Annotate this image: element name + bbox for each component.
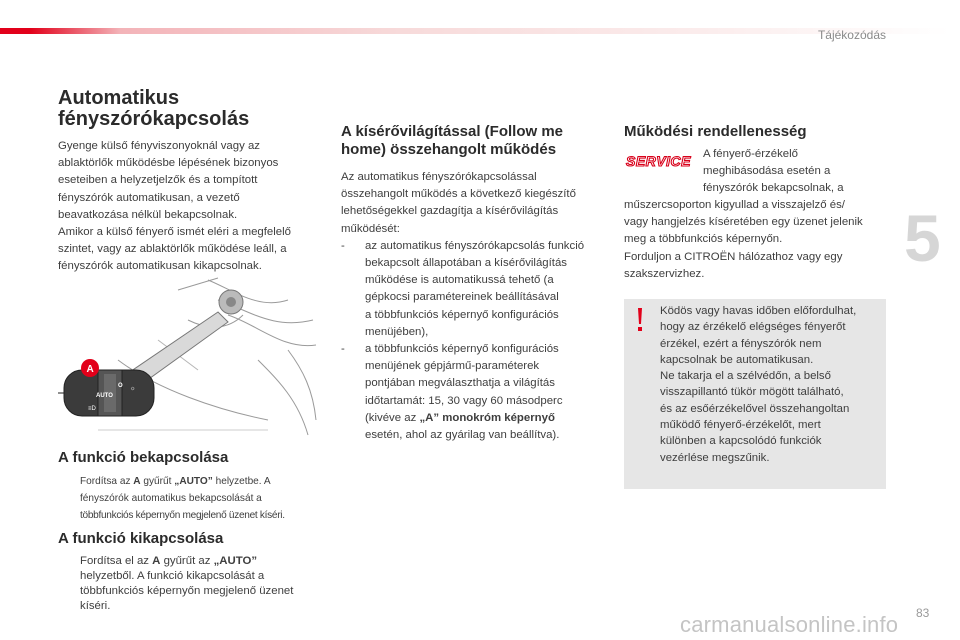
malfunction-line: A fényerő-érzékelő	[703, 148, 798, 160]
switch-label-o: O	[118, 383, 123, 389]
activation-text: Fordítsa az	[80, 476, 134, 487]
list-item-text: (kivéve az	[365, 411, 420, 424]
list-item-text: a többfunkciós képernyő konfigurációs	[365, 308, 559, 321]
auto-label: „AUTO”	[213, 555, 258, 567]
header-accent-bar	[0, 28, 960, 34]
service-warning-icon: SERVICE	[626, 153, 691, 169]
deactivation-text: kíséri.	[80, 600, 111, 612]
list-item-text: a többfunkciós képernyő konfigurációs	[365, 343, 559, 356]
dash-marker: -	[341, 343, 345, 356]
list-item	[341, 341, 607, 444]
malfunction-line: vagy hangjelzés kíséretében egy üzenet jelenik	[624, 216, 863, 229]
deactivation-text: gyűrűt az	[160, 555, 214, 567]
switch-symbol: ≡D	[88, 406, 96, 412]
ring-a-label: A	[152, 555, 161, 567]
follow-me-heading	[341, 123, 607, 159]
intro-line: Amikor a külső fényerő ismét eléri a megfelelő	[58, 226, 291, 239]
malfunction-text-indented	[703, 146, 889, 198]
intro-line: szintet, vagy az ablaktörlők működése leáll, a	[58, 243, 287, 256]
follow-me-intro-line: összehangolt működés a következő kiegészítő	[341, 188, 576, 201]
deactivation-heading: A funkció kikapcsolása	[58, 530, 224, 547]
activation-heading: A funkció bekapcsolása	[58, 449, 229, 466]
exclamation-icon	[634, 307, 646, 333]
activation-text: helyzetbe. A	[212, 476, 271, 487]
light-symbol: ☼	[130, 386, 136, 392]
warning-line: vezérlése megszűnik.	[660, 451, 770, 464]
page-title-line1: Automatikus	[58, 87, 180, 109]
follow-me-heading-line2: home) összehangolt működés	[341, 141, 557, 158]
intro-line: Gyenge külső fényviszonyoknál vagy az	[58, 140, 260, 152]
list-item-text: időtartamát: 15, 30 vagy 60 másodperc	[365, 394, 563, 407]
malfunction-line: fényszórók bekapcsolnak, a	[703, 182, 844, 195]
warning-line: Ne takarja el a szélvédőn, a belső	[660, 370, 831, 383]
steering-column-stalk-drawing	[58, 270, 320, 442]
list-item-text: bekapcsolt állapotában a kísérővilágítás	[365, 257, 567, 270]
follow-me-heading-line1: A kísérővilágítással (Follow me	[341, 123, 564, 140]
follow-me-intro-line: Az automatikus fényszórókapcsolással	[341, 171, 537, 183]
middle-column	[341, 123, 607, 444]
list-item-text: az automatikus fényszórókapcsolás funkció	[365, 239, 585, 252]
ring-a-label: A	[133, 476, 141, 487]
follow-me-intro-line: működését:	[341, 222, 400, 235]
warning-line: visszapillantó tükör mögött található,	[660, 386, 844, 399]
list-item-text: menüjében),	[365, 325, 429, 338]
activation-text: többfunkciós képernyőn megjelenő üzenet kíséri.	[80, 510, 285, 521]
section-title: Tájékozódás	[817, 28, 886, 42]
warning-line: hogy az érzékelő elégséges fényerőt	[660, 321, 846, 334]
malfunction-line: Forduljon a CITROËN hálózathoz vagy egy	[624, 250, 843, 263]
page-title-line2: fényszórókapcsolás	[58, 108, 250, 130]
warning-line: kapcsolnak be automatikusan.	[660, 353, 814, 366]
malfunction-text	[624, 197, 890, 283]
light-switch-illustration	[58, 270, 320, 442]
marker-a-label: A	[86, 364, 94, 375]
deactivation-text: helyzetből. A funkció kikapcsolását a	[80, 570, 265, 582]
dash-marker: -	[341, 239, 345, 252]
intro-line: beavatkozása nélkül bekapcsolnak.	[58, 208, 238, 221]
auto-label: „AUTO”	[174, 476, 213, 487]
list-item-text: működése is automatikussá tehető (a	[365, 274, 554, 287]
right-column	[624, 123, 888, 141]
intro-line: fényszórók automatikusan, a vezető	[58, 191, 240, 204]
intro-line: ablaktörlők működésbe lépésének bizonyos	[58, 157, 279, 170]
chapter-number: 5	[904, 201, 941, 275]
monochrome-screen-label: „A” monokróm képernyő	[419, 411, 555, 424]
deactivation-section	[58, 530, 328, 614]
list-item-text: menüjének gépjármű-paraméterek	[365, 360, 540, 373]
follow-me-intro	[341, 169, 607, 238]
page-title	[58, 88, 328, 130]
warning-text	[660, 303, 882, 466]
list-item	[341, 238, 607, 341]
warning-line: érzékel, ezért a fényszórók nem	[660, 337, 822, 350]
page-number: 83	[916, 606, 930, 620]
warning-line: és az esőérzékelővel összehangoltan	[660, 402, 850, 415]
warning-line: különben a kapcsolódó funkciók	[660, 435, 822, 448]
follow-me-intro-line: lehetőségekkel gazdagítja a kísérővilágítás	[341, 205, 559, 218]
intro-line: eseteiben a helyzetjelzők és a tompított	[58, 174, 258, 187]
malfunction-line: műszercsoporton kigyullad a visszajelző és/	[624, 199, 845, 211]
activation-text: gyűrűt	[140, 476, 175, 487]
warning-box	[624, 299, 886, 489]
follow-me-options-list	[341, 238, 607, 444]
activation-text: fényszórók automatikus bekapcsolását a	[80, 493, 262, 504]
activation-step	[58, 473, 328, 524]
malfunction-line: szakszervizhez.	[624, 267, 705, 280]
activation-section	[58, 449, 328, 524]
malfunction-heading: Működési rendellenesség	[624, 123, 807, 140]
intro-paragraph	[58, 138, 328, 276]
warning-line: működő fényerő-érzékelőt, mert	[660, 419, 821, 432]
deactivation-text: Fordítsa el az	[80, 555, 153, 567]
list-item-text: pontjában megválaszthatja a világítás	[365, 377, 555, 390]
malfunction-line: meghibásodása esetén a	[703, 165, 831, 178]
list-item-text: esetén, ahol az gyárilag van beállítva).	[365, 429, 560, 442]
list-item-text: gépkocsi paramétereinek beállításával	[365, 291, 559, 304]
left-column	[58, 88, 328, 276]
watermark: carmanualsonline.info	[680, 612, 899, 637]
switch-label-auto: AUTO	[96, 393, 113, 399]
malfunction-line: meg a többfunkciós képernyőn.	[624, 233, 783, 246]
warning-line: Ködös vagy havas időben előfordulhat,	[660, 305, 857, 317]
deactivation-step	[58, 554, 328, 614]
deactivation-text: többfunkciós képernyőn megjelenő üzenet	[80, 585, 294, 597]
intro-line: fényszórók automatikusan kikapcsolnak.	[58, 260, 262, 273]
